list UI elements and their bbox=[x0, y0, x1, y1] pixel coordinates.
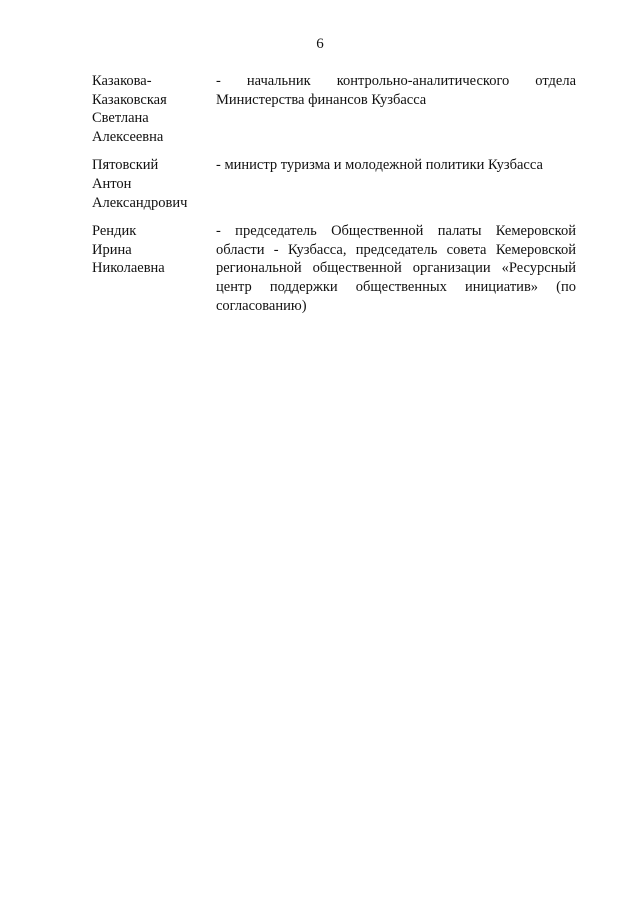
position-line: - начальник контрольно-аналитического отдела bbox=[216, 73, 576, 89]
position-line: - председатель Общественной палаты Кемеровской bbox=[216, 223, 576, 240]
name-line: Антон bbox=[92, 175, 132, 192]
page-number: 6 bbox=[316, 36, 324, 52]
name-line: Ирина bbox=[92, 241, 132, 258]
position-line: согласованию) bbox=[216, 297, 307, 314]
name-line: Пятовский bbox=[92, 157, 159, 174]
position-line: региональной общественной организации «Ресурсный bbox=[216, 260, 576, 277]
member-name bbox=[92, 72, 216, 146]
member-entry bbox=[92, 222, 576, 315]
member-position bbox=[216, 156, 576, 212]
name-line: Александрович bbox=[92, 194, 188, 211]
member-name bbox=[92, 156, 216, 212]
position-line: - министр туризма и молодежной политики Кузбасса bbox=[216, 157, 543, 174]
name-line: Светлана bbox=[92, 110, 149, 127]
member-position bbox=[216, 72, 576, 146]
name-line: Рендик bbox=[92, 223, 137, 240]
name-line: Николаевна bbox=[92, 260, 165, 277]
name-line: Алексеевна bbox=[92, 128, 164, 145]
member-entry bbox=[92, 72, 576, 146]
position-line: центр поддержки общественных инициатив» (по bbox=[216, 278, 576, 295]
member-position bbox=[216, 222, 576, 315]
position-line: области - Кузбасса, председатель совета Кемеровской bbox=[216, 241, 576, 258]
name-line: Казакова- bbox=[92, 73, 152, 89]
position-line: Министерства финансов Кузбасса bbox=[216, 91, 427, 108]
name-line: Казаковская bbox=[92, 91, 167, 108]
member-list bbox=[92, 72, 576, 325]
member-name bbox=[92, 222, 216, 315]
member-entry bbox=[92, 156, 576, 212]
